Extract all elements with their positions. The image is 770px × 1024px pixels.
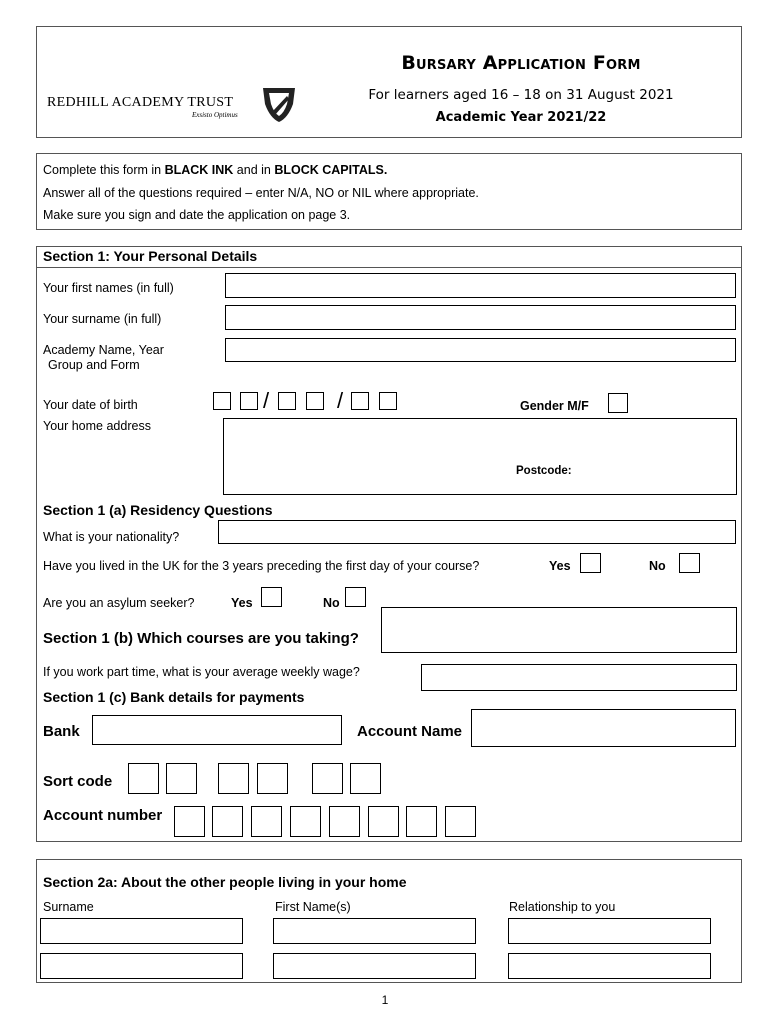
dob-month-2-box[interactable]: [306, 392, 324, 410]
instruction-line-3: Make sure you sign and date the application on page 3.: [43, 208, 351, 222]
sort-code-digit-1[interactable]: [128, 763, 159, 794]
account-number-digit-8[interactable]: [445, 806, 476, 837]
section-1-panel: [36, 246, 742, 842]
courses-field[interactable]: [381, 607, 737, 653]
section-1a-title: Section 1 (a) Residency Questions: [43, 502, 273, 518]
page-number: 1: [381, 993, 389, 1007]
dob-year-1-box[interactable]: [351, 392, 369, 410]
dob-day-1-box[interactable]: [213, 392, 231, 410]
sort-code-digit-3[interactable]: [218, 763, 249, 794]
dob-label: Your date of birth: [43, 398, 138, 412]
uk-residency-question: Have you lived in the UK for the 3 years preceding the first day of your course?: [43, 559, 480, 573]
address-field[interactable]: [223, 418, 737, 495]
form-subtitle: For learners aged 16 – 18 on 31 August 2021: [368, 87, 674, 103]
uk-yes-checkbox[interactable]: [580, 553, 601, 573]
gender-box[interactable]: [608, 393, 628, 413]
account-number-label: Account number: [43, 807, 163, 824]
column-header-relationship: Relationship to you: [509, 900, 616, 914]
account-number-digit-5[interactable]: [329, 806, 360, 837]
uk-yes-label: Yes: [549, 559, 571, 573]
section-1b-title: Section 1 (b) Which courses are you taking?: [43, 630, 359, 647]
postcode-label: Postcode:: [516, 465, 572, 477]
instruction-1-pre: Complete this form in: [43, 163, 165, 177]
account-number-digit-7[interactable]: [406, 806, 437, 837]
surname-label: Your surname (in full): [43, 312, 162, 326]
account-number-digit-3[interactable]: [251, 806, 282, 837]
form-title: [340, 52, 702, 74]
org-name: REDHILL ACADEMY TRUST: [47, 95, 234, 110]
gender-label: Gender M/F: [520, 399, 589, 413]
form-title-text: Bursary Application Form: [401, 52, 641, 74]
bank-field[interactable]: [92, 715, 342, 745]
section-1c-title: Section 1 (c) Bank details for payments: [43, 689, 305, 705]
instruction-1-bold-1: BLACK INK: [164, 163, 234, 177]
sort-code-digit-5[interactable]: [312, 763, 343, 794]
shield-logo-icon: [260, 84, 298, 124]
household-row-2-surname[interactable]: [40, 953, 243, 979]
asylum-question: Are you an asylum seeker?: [43, 596, 195, 610]
academy-label-1: Academy Name, Year: [43, 343, 164, 357]
instruction-1-mid: and in: [233, 163, 275, 177]
column-header-surname: Surname: [43, 900, 94, 914]
uk-no-checkbox[interactable]: [679, 553, 700, 573]
address-label: Your home address: [43, 419, 151, 433]
household-row-1-relationship[interactable]: [508, 918, 711, 944]
nationality-field[interactable]: [218, 520, 736, 544]
weekly-wage-label: If you work part time, what is your average weekly wage?: [43, 665, 360, 679]
academy-field[interactable]: [225, 338, 736, 362]
section-1-rule: [36, 267, 742, 268]
section-1-title: Section 1: Your Personal Details: [43, 248, 258, 264]
academy-label-2: Group and Form: [48, 358, 140, 372]
dob-separator-1: /: [263, 388, 270, 413]
account-number-digit-6[interactable]: [368, 806, 399, 837]
sort-code-label: Sort code: [43, 773, 113, 790]
surname-field[interactable]: [225, 305, 736, 330]
instruction-line-2: Answer all of the questions required – enter N/A, NO or NIL where appropriate.: [43, 186, 479, 200]
sort-code-digit-6[interactable]: [350, 763, 381, 794]
asylum-no-label: No: [323, 596, 340, 610]
nationality-label: What is your nationality?: [43, 530, 180, 544]
asylum-yes-checkbox[interactable]: [261, 587, 282, 607]
asylum-yes-label: Yes: [231, 596, 253, 610]
column-header-first-names: First Name(s): [275, 900, 351, 914]
household-row-2-first-names[interactable]: [273, 953, 476, 979]
bank-label: Bank: [43, 723, 80, 740]
account-name-label: Account Name: [357, 723, 463, 740]
section-2a-title: Section 2a: About the other people living in your home: [43, 874, 407, 890]
instruction-line-1: [43, 163, 387, 177]
household-row-2-relationship[interactable]: [508, 953, 711, 979]
sort-code-digit-4[interactable]: [257, 763, 288, 794]
account-number-digit-4[interactable]: [290, 806, 321, 837]
dob-separator-2: /: [337, 388, 344, 413]
dob-month-1-box[interactable]: [278, 392, 296, 410]
weekly-wage-field[interactable]: [421, 664, 737, 691]
academic-year: Academic Year 2021/22: [435, 110, 607, 125]
first-names-field[interactable]: [225, 273, 736, 298]
account-number-digit-2[interactable]: [212, 806, 243, 837]
account-name-field[interactable]: [471, 709, 736, 747]
sort-code-digit-2[interactable]: [166, 763, 197, 794]
dob-year-2-box[interactable]: [379, 392, 397, 410]
instruction-1-bold-2: BLOCK CAPITALS.: [274, 163, 388, 177]
org-motto: Exsisto Optimus: [192, 111, 238, 119]
uk-no-label: No: [649, 559, 666, 573]
account-number-digit-1[interactable]: [174, 806, 205, 837]
asylum-no-checkbox[interactable]: [345, 587, 366, 607]
first-names-label: Your first names (in full): [43, 281, 174, 295]
dob-day-2-box[interactable]: [240, 392, 258, 410]
household-row-1-surname[interactable]: [40, 918, 243, 944]
household-row-1-first-names[interactable]: [273, 918, 476, 944]
